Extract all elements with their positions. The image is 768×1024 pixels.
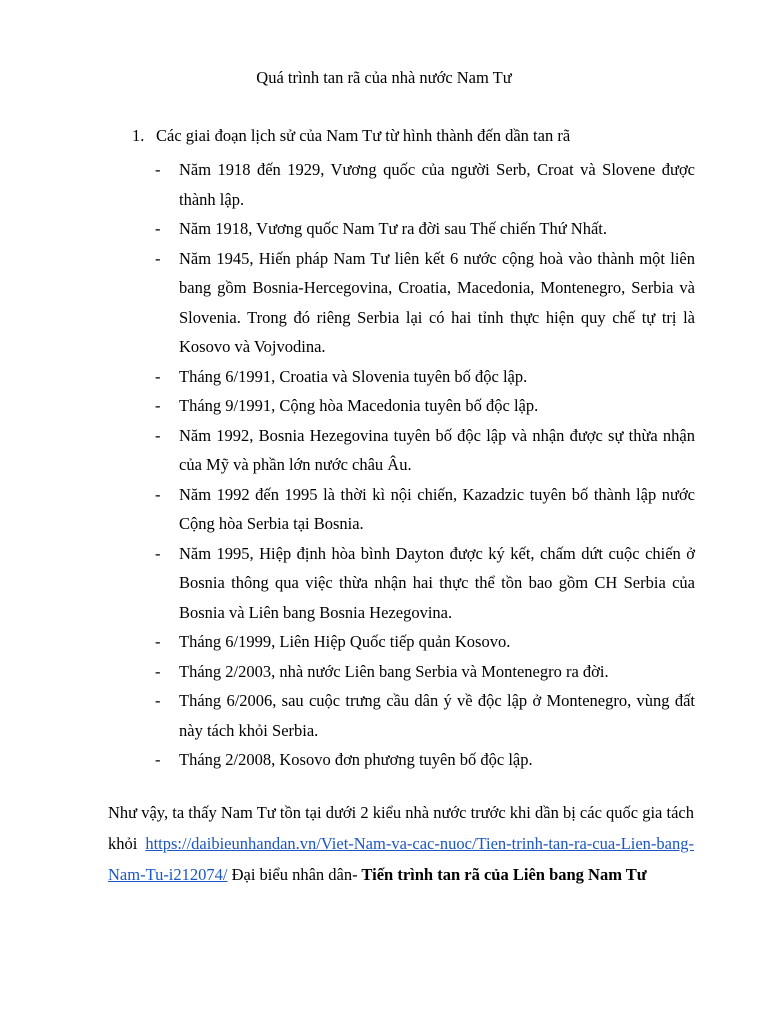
list-item [155, 391, 695, 421]
bullet-dash: - [155, 691, 161, 710]
list-item-text: Năm 1995, Hiệp định hòa bình Dayton được ký kết, chấm dứt cuộc chiến ở Bosnia thông qua việc thừa nhận hai thực thể tồn bao gồm CH Serbia của Bosnia và Liên bang Bosnia Hezegovina. [179, 543, 695, 622]
list-item-text: Tháng 6/1991, Croatia và Slovenia tuyên bố độc lập. [179, 366, 528, 386]
source-publisher: Đại biểu nhân dân- [227, 865, 358, 884]
document-title: Quá trình tan rã của nhà nước Nam Tư [256, 68, 512, 87]
conclusion-text: Như vậy, ta thấy Nam Tư tồn tại dưới 2 kiểu nhà nước trước khi dần bị các quốc gia tách khỏi [108, 803, 694, 853]
list-item-text: Năm 1992 đến 1995 là thời kì nội chiến, Kazadzic tuyên bố thành lập nước Cộng hòa Serbia tại Bosnia. [179, 484, 695, 533]
list-item-text: Năm 1992, Bosnia Hezegovina tuyên bố độc lập và nhận được sự thừa nhận của Mỹ và phần lớn nước châu Âu. [179, 425, 695, 474]
list-item-text: Tháng 9/1991, Cộng hòa Macedonia tuyên bố độc lập. [179, 396, 539, 415]
bullet-dash: - [155, 366, 161, 386]
bullet-dash: - [155, 543, 161, 563]
list-item-text: Tháng 2/2008, Kosovo đơn phương tuyên bố độc lập. [179, 750, 533, 769]
list-item [155, 480, 695, 539]
section-heading [132, 124, 692, 148]
bullet-dash: - [155, 160, 161, 179]
timeline-list [155, 155, 695, 775]
conclusion-paragraph [108, 797, 694, 890]
source-article-title: Tiến trình tan rã của Liên bang Nam Tư [357, 865, 647, 884]
bullet-dash: - [155, 396, 161, 415]
list-item-text: Tháng 6/2006, sau cuộc trưng cầu dân ý về độc lập ở Montenegro, vùng đất này tách khỏi Serbia. [179, 691, 695, 740]
list-item [155, 214, 695, 244]
list-item [155, 155, 695, 214]
bullet-dash: - [155, 661, 161, 681]
bullet-dash: - [155, 219, 161, 238]
bullet-dash: - [155, 632, 161, 651]
list-item-text: Tháng 6/1999, Liên Hiệp Quốc tiếp quản Kosovo. [179, 632, 511, 651]
list-item [155, 627, 695, 657]
list-item-text: Tháng 2/2003, nhà nước Liên bang Serbia và Montenegro ra đời. [179, 661, 609, 681]
bullet-dash: - [155, 484, 161, 504]
bullet-dash: - [155, 425, 161, 445]
list-item [155, 745, 695, 775]
list-item [155, 686, 695, 745]
source-link[interactable]: https://daibieunhandan.vn/Viet-Nam-va-cac-nuoc/Tien-trinh-tan-ra-cua-Lien-bang-Nam-Tu-i212074/ [108, 834, 694, 884]
list-item [155, 421, 695, 480]
list-item-text: Năm 1945, Hiến pháp Nam Tư liên kết 6 nước cộng hoà vào thành một liên bang gồm Bosnia-Hercegovina, Croatia, Macedonia, Montenegro, Serbia và Slovenia. Trong đó riêng Serbia lại có hai tỉnh thực hiện quy chế tự trị là Kosovo và Vojvodina. [179, 248, 695, 356]
section-number: 1. [132, 126, 145, 145]
list-item [155, 657, 695, 687]
list-item-text: Năm 1918 đến 1929, Vương quốc của người Serb, Croat và Slovene được thành lập. [179, 160, 695, 209]
list-item [155, 244, 695, 362]
bullet-dash: - [155, 248, 161, 268]
bullet-dash: - [155, 750, 161, 769]
list-item-text: Năm 1918, Vương quốc Nam Tư ra đời sau Thế chiến Thứ Nhất. [179, 219, 607, 238]
list-item [155, 539, 695, 628]
list-item [155, 362, 695, 392]
section-heading-text: Các giai đoạn lịch sử của Nam Tư từ hình thành đến dần tan rã [156, 126, 571, 145]
